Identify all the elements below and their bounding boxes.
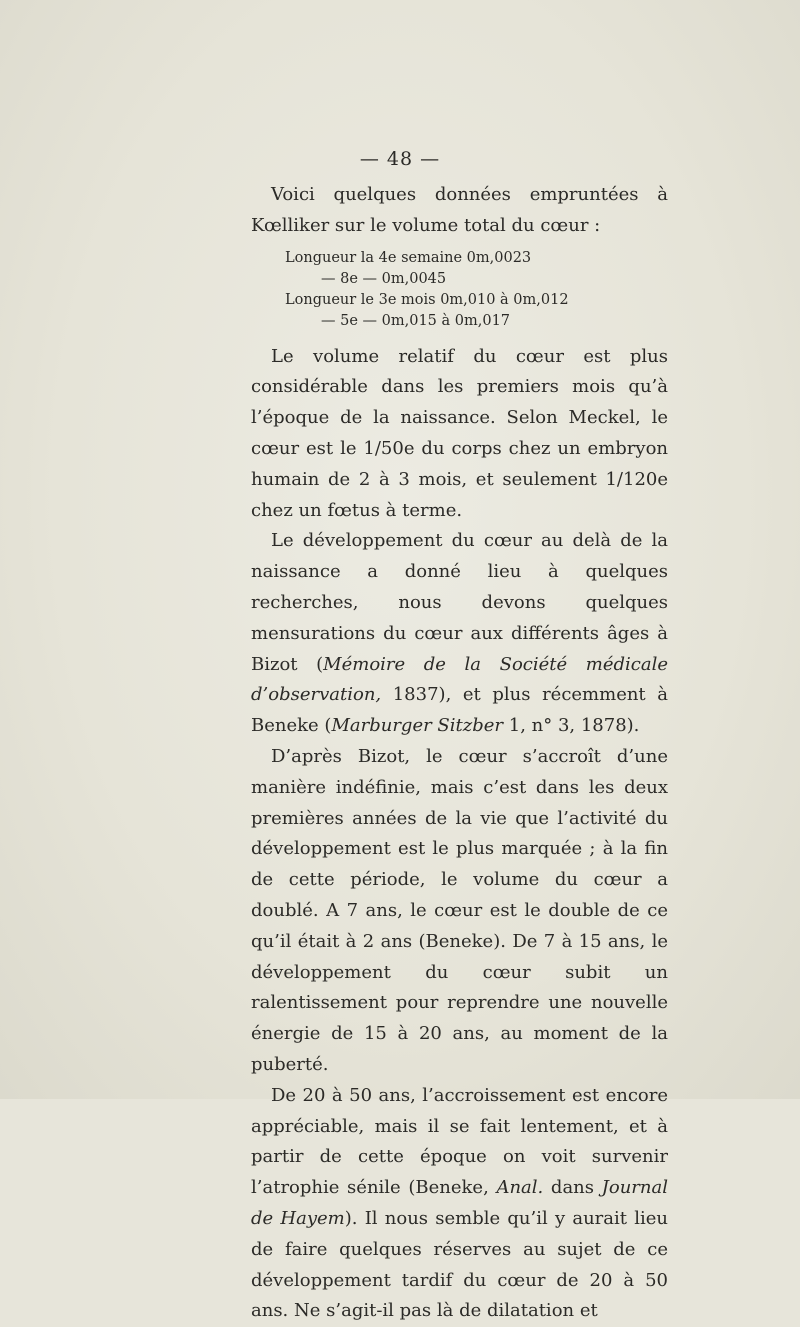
paragraph-development bbox=[251, 526, 668, 742]
table-row: — 8e — 0m,0045 bbox=[321, 270, 447, 287]
paragraph-relative-volume: Le volume relatif du cœur est plus considérable dans les premiers mois qu’à l’époque de la naissance. Selon Meckel, le cœur est le 1/50e du corps chez un embryon humain de 2 à 3 mois, et seulement 1/120e chez un fœtus à terme. bbox=[251, 345, 668, 521]
body-text bbox=[251, 180, 668, 1327]
table-row: Longueur le 3e mois 0m,010 à 0m,012 bbox=[285, 291, 569, 308]
measurement-table bbox=[251, 248, 668, 332]
text-span: 1837), et plus récemment à Beneke ( bbox=[251, 684, 668, 737]
text-span: dans bbox=[543, 1177, 602, 1199]
table-row: Longueur la 4e semaine 0m,0023 bbox=[285, 249, 532, 266]
intro-paragraph: Voici quelques données empruntées à Kœlliker sur le volume total du cœur : bbox=[251, 184, 668, 236]
table-row: — 5e — 0m,015 à 0m,017 bbox=[321, 312, 511, 329]
text-span: Le développement du cœur au delà de la naissance a donné lieu à quelques recherches, nous devons quelques mensurations du cœur aux différents âges à Bizot ( bbox=[251, 530, 668, 675]
text-span: 1, n° 3, 1878). bbox=[503, 715, 640, 737]
citation-title: Anal. bbox=[496, 1177, 544, 1199]
page-number: — 48 — bbox=[359, 148, 441, 170]
citation-title: Mémoire de la Société médicale d’observation, bbox=[251, 653, 668, 706]
paragraph-atrophy bbox=[251, 1081, 668, 1327]
citation-title: Journal de Hayem bbox=[251, 1177, 668, 1229]
text-span: De 20 à 50 ans, l’accroissement est encore appréciable, mais il se fait lentement, et à partir de cette époque on voit survenir l’atrophie sénile (Beneke, bbox=[251, 1084, 668, 1199]
paragraph-bizot: D’après Bizot, le cœur s’accroît d’une manière indéfinie, mais c’est dans les deux premières années de la vie que l’activité du développement est le plus marquée ; à la fin de cette période, le volume du cœur a doublé. A 7 ans, le cœur est le double de ce qu’il était à 2 ans (Beneke). De 7 à 15 ans, le développement du cœur subit un ralentissement pour reprendre une nouvelle énergie de 15 à 20 ans, au moment de la puberté. bbox=[251, 745, 668, 1075]
citation-title: Marburger Sitzber bbox=[331, 715, 504, 737]
text-span: ). Il nous semble qu’il y aurait lieu de faire quelques réserves au sujet de ce développement tardif du cœur de 20 à 50 ans. Ne s’agit-il pas là de dilatation et bbox=[251, 1207, 668, 1322]
